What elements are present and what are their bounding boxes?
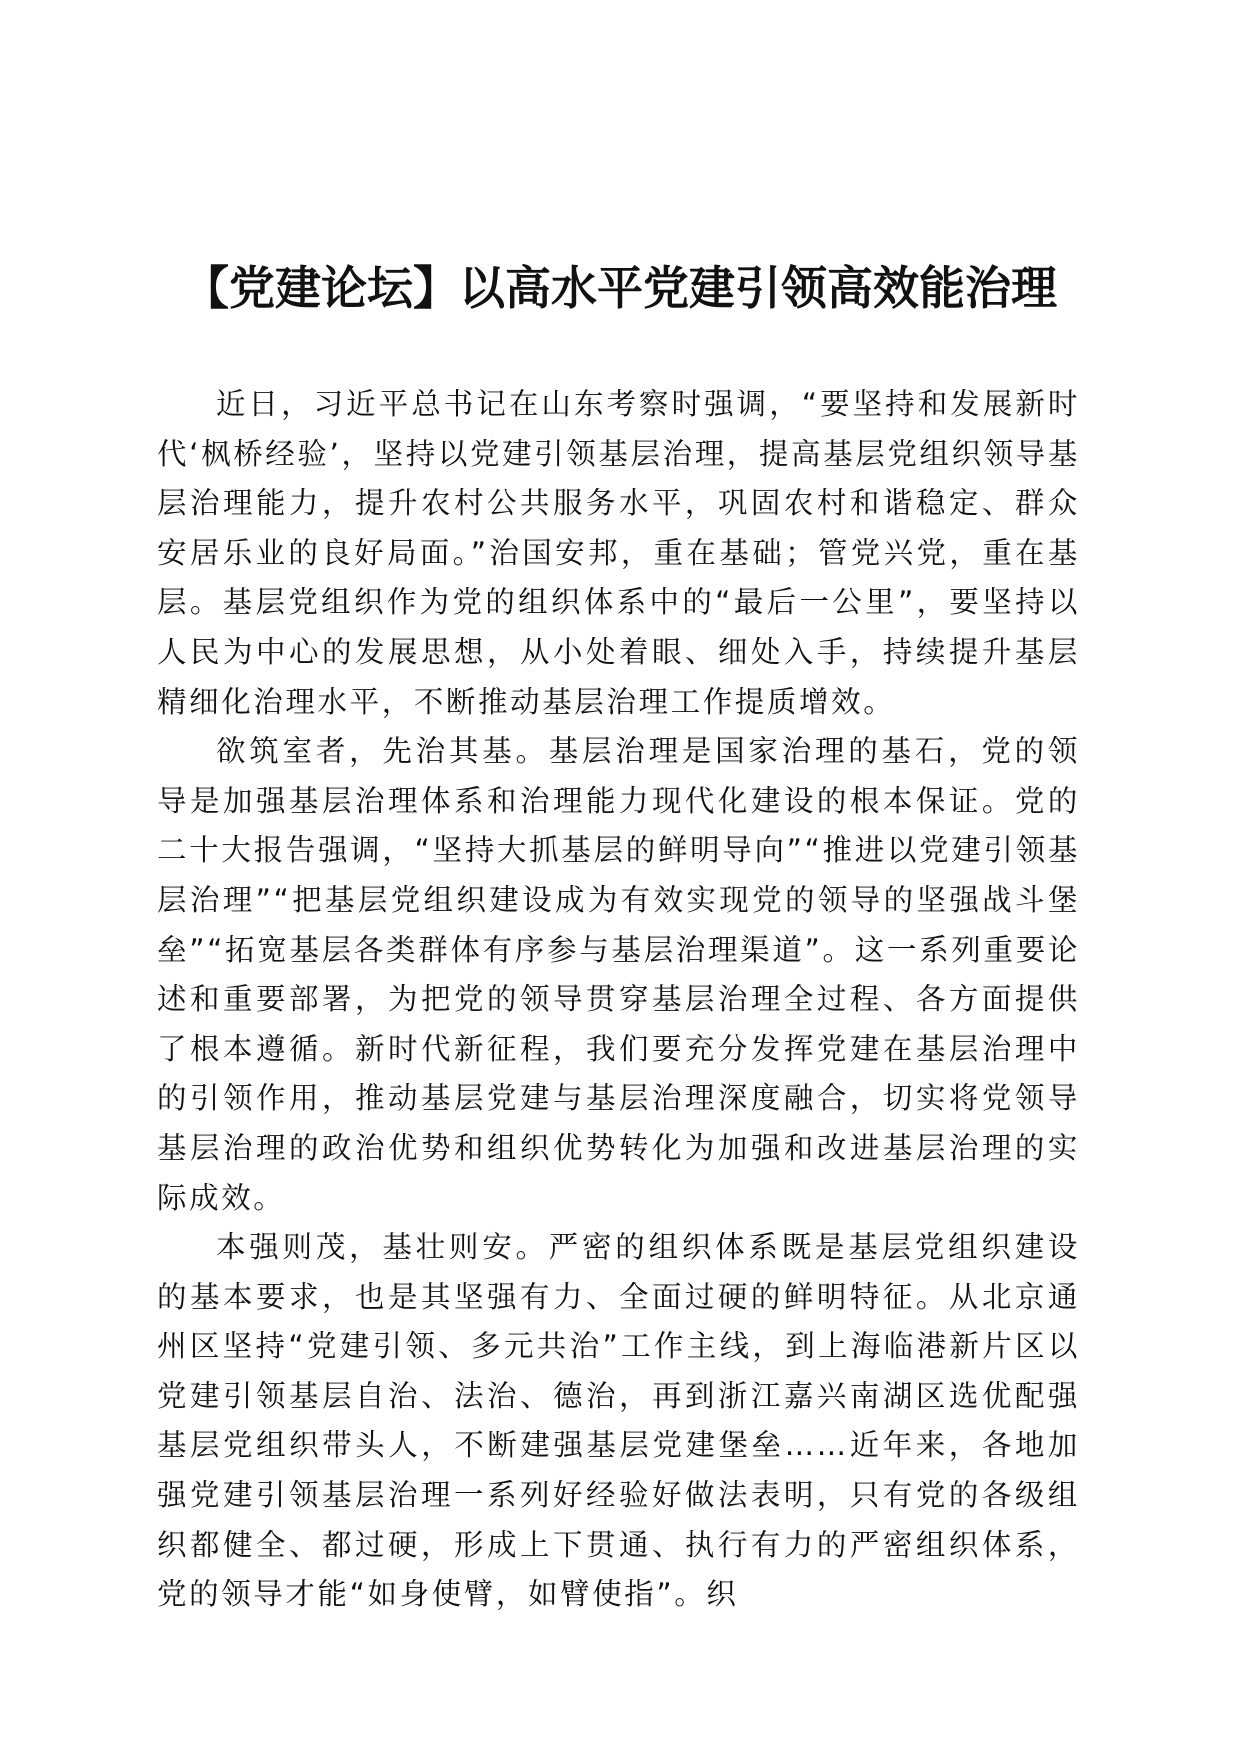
document-title: 【党建论坛】以高水平党建引领高效能治理 [183,261,1057,315]
paragraph-1: 近日，习近平总书记在山东考察时强调，“要坚持和发展新时代‘枫桥经验’，坚持以党建引领基层治理，提高基层党组织领导基层治理能力，提升农村公共服务水平，巩固农村和谐稳定、群众安居乐业的良好局面。”治国安邦，重在基础；管党兴党，重在基层。基层党组织作为党的组织体系中的“最后一公里”，要坚持以人民为中心的发展思想，从小处着眼、细处入手，持续提升基层精细化治理水平，不断推动基层治理工作提质增效。 [157,387,1080,719]
paragraph-3: 本强则茂，基壮则安。严密的组织体系既是基层党组织建设的基本要求，也是其坚强有力、全面过硬的鲜明特征。从北京通州区坚持“党建引领、多元共治”工作主线，到上海临港新片区以党建引领基层自治、法治、德治，再到浙江嘉兴南湖区选优配强基层党组织带头人，不断建强基层党建堡垒……近年来，各地加强党建引领基层治理一系列好经验好做法表明，只有党的各级组织都健全、都过硬，形成上下贯通、执行有力的严密组织体系，党的领导才能“如身使臂，如臂使指”。织 [157,1230,1080,1612]
paragraph-2: 欲筑室者，先治其基。基层治理是国家治理的基石，党的领导是加强基层治理体系和治理能力现代化建设的根本保证。党的二十大报告强调，“坚持大抓基层的鲜明导向”“推进以党建引领基层治理”“把基层党组织建设成为有效实现党的领导的坚强战斗堡垒”“拓宽基层各类群体有序参与基层治理渠道”。这一系列重要论述和重要部署，为把党的领导贯穿基层治理全过程、各方面提供了根本遵循。新时代新征程，我们要充分发挥党建在基层治理中的引领作用，推动基层党建与基层治理深度融合，切实将党领导基层治理的政治优势和组织优势转化为加强和改进基层治理的实际成效。 [157,734,1080,1215]
document-body [157,380,1080,1620]
